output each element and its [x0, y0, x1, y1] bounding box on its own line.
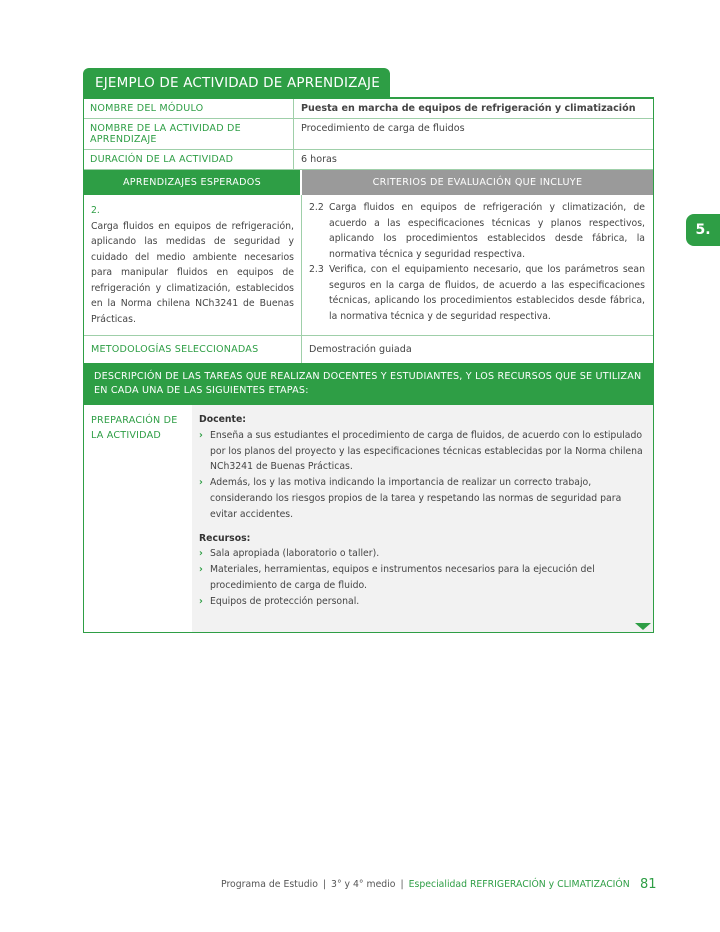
docente-title: Docente: — [199, 414, 247, 425]
page-footer: Programa de Estudio | 3° y 4° medio | Especialidad REFRIGERACIÓN y CLIMATIZACIÓN — [221, 879, 630, 890]
preparation-section — [84, 405, 653, 632]
criterion-text: Verifica, con el equipamiento necesario, que los parámetros sean seguros en la carga de fluidos, de acuerdo a las especificaciones técnicas, aplicando los procedimientos establecidos desde fábrica, la normativa técnica y de seguridad respectiva. — [329, 264, 645, 322]
methodology-label: METODOLOGÍAS SELECCIONADAS — [84, 336, 302, 363]
recurso-item: › Materiales, herramientas, equipos e instrumentos necesarios para la ejecución del procedimiento de carga de fluido. — [199, 562, 645, 594]
activity-table — [83, 97, 654, 633]
criterion-item — [309, 262, 645, 324]
criterion-item — [309, 200, 645, 262]
chevron-right-icon: › — [199, 477, 203, 489]
learning-criteria-row — [84, 195, 653, 336]
page-number: 81 — [640, 877, 657, 892]
recurso-item: › Equipos de protección personal. — [199, 594, 645, 610]
module-name-row — [84, 99, 653, 119]
module-name-value: Puesta en marcha de equipos de refrigeración y climatización — [301, 103, 636, 114]
chapter-tab: 5. — [686, 214, 720, 246]
criterios-header: CRITERIOS DE EVALUACIÓN QUE INCLUYE — [302, 170, 653, 195]
methodology-row — [84, 336, 653, 363]
recurso-item: › Sala apropiada (laboratorio o taller). — [199, 546, 645, 562]
preparation-label: PREPARACIÓN DE LA ACTIVIDAD — [91, 415, 178, 441]
chevron-right-icon: › — [199, 564, 203, 576]
criterion-number: 2.3 — [309, 264, 324, 275]
criterion-text: Carga fluidos en equipos de refrigeración y climatización, de acuerdo a las especificaciones técnicas y planos respectivos, aplicando los procedimientos establecidos desde fábrica, la normativa técnica y seguridad respectiva. — [329, 202, 645, 260]
learning-outcome — [84, 195, 302, 335]
criteria-list — [302, 195, 653, 335]
chevron-right-icon: › — [199, 595, 203, 607]
module-name-label: NOMBRE DEL MÓDULO — [84, 99, 294, 118]
aprendizajes-header: APRENDIZAJES ESPERADOS — [84, 170, 302, 195]
criterion-number: 2.2 — [309, 202, 324, 213]
recursos-title: Recursos: — [199, 532, 251, 544]
learning-outcome-text: Carga fluidos en equipos de refrigeración, aplicando las medidas de seguridad y cuidado del medio ambiente necesarios para manipular fluidos en equipos de refrigeración y climatización, establecidos en la Norma chilena NCh3241 de Buenas Prácticas. — [91, 220, 294, 325]
learning-outcome-number: 2. — [91, 205, 100, 216]
continue-triangle-icon — [635, 623, 651, 630]
activity-name-value: Procedimiento de carga de fluidos — [301, 123, 465, 134]
footer-grade: 3° y 4° medio — [331, 879, 396, 890]
chevron-right-icon: › — [199, 429, 203, 441]
preparation-content — [192, 405, 653, 632]
activity-name-label: NOMBRE DE LA ACTIVIDAD DE APRENDIZAJE — [84, 119, 294, 149]
task-description-banner: DESCRIPCIÓN DE LAS TAREAS QUE REALIZAN DOCENTES Y ESTUDIANTES, Y LOS RECURSOS QUE SE UTILIZAN EN CADA UNA DE LAS SIGUIENTES ETAPAS: — [84, 363, 653, 405]
docente-item: › Enseña a sus estudiantes el procedimiento de carga de fluidos, de acuerdo con lo estipulado por los planos del proyecto y las especificaciones técnicas establecidas por la Norma chilena NCh3241 de Buenas Prácticas. — [199, 428, 645, 475]
section-headers — [84, 170, 653, 195]
footer-specialty: Especialidad REFRIGERACIÓN y CLIMATIZACIÓN — [408, 879, 630, 890]
duration-value: 6 horas — [301, 154, 337, 165]
chevron-right-icon: › — [199, 548, 203, 560]
activity-title: EJEMPLO DE ACTIVIDAD DE APRENDIZAJE — [83, 68, 390, 97]
docente-item: › Además, los y las motiva indicando la importancia de realizar un correcto trabajo, considerando los riesgos propios de la tarea y respetando las normas de seguridad para evitar accidentes. — [199, 475, 645, 522]
activity-card — [83, 68, 654, 633]
activity-name-row — [84, 119, 653, 150]
duration-row — [84, 150, 653, 170]
footer-program: Programa de Estudio — [221, 879, 318, 890]
methodology-value: Demostración guiada — [309, 344, 412, 355]
duration-label: DURACIÓN DE LA ACTIVIDAD — [84, 150, 294, 169]
